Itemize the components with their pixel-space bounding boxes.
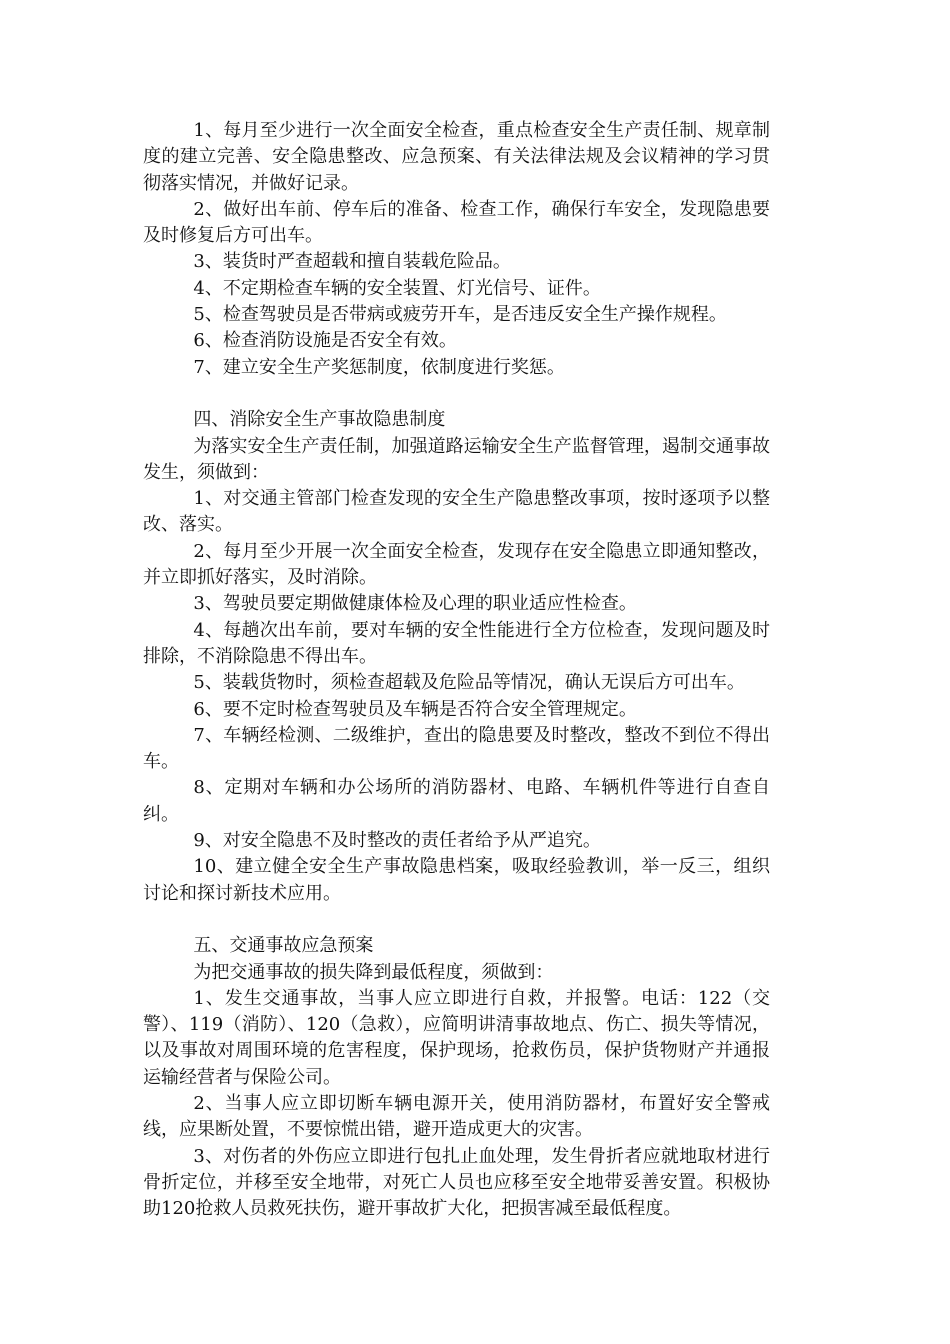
- section3-item-1: 1、每月至少进行一次全面安全检查，重点检查安全生产责任制、规章制度的建立完善、安全隐患整改、应急预案、有关法律法规及会议精神的学习贯彻落实情况，并做好记录。: [143, 120, 770, 194]
- section3-item-3: 3、装货时严查超载和擅自装载危险品。: [193, 251, 511, 273]
- section4-item-9: 9、对安全隐患不及时整改的责任者给予从严追究。: [193, 830, 601, 852]
- section5-intro: 为把交通事故的损失降到最低程度，须做到：: [193, 961, 554, 983]
- section5-heading: 五、交通事故应急预案: [193, 935, 374, 957]
- section3-item-2: 2、做好出车前、停车后的准备、检查工作，确保行车安全，发现隐患要及时修复后方可出车。: [143, 198, 770, 247]
- section3-item-5: 5、检查驾驶员是否带病或疲劳开车，是否违反安全生产操作规程。: [193, 304, 727, 326]
- section4-item-1: 1、对交通主管部门检查发现的安全生产隐患整改事项，按时逐项予以整改、落实。: [143, 488, 770, 536]
- document-body: [143, 118, 770, 1222]
- section5-item-1: 1、发生交通事故，当事人应立即进行自救，并报警。电话：122（交警）、119（消防）、120（急救），应简明讲清事故地点、伤亡、损失等情况，以及事故对周围环境的危害程度，保护现场，抢救伤员，保护货物财产并通报运输经营者与保险公司。: [143, 987, 770, 1088]
- section4-item-3: 3、驾驶员要定期做健康体检及心理的职业适应性检查。: [193, 593, 637, 615]
- section4-item-8: 8、定期对车辆和办公场所的消防器材、电路、车辆机件等进行自查自纠。: [143, 777, 770, 825]
- section4-intro: 为落实安全生产责任制，加强道路运输安全生产监督管理，遏制交通事故发生，须做到：: [143, 435, 770, 483]
- section-spacer: [143, 381, 770, 407]
- section4-item-7: 7、车辆经检测、二级维护，查出的隐患要及时整改，整改不到位不得出车。: [143, 724, 770, 773]
- section3-item-7: 7、建立安全生产奖惩制度，依制度进行奖惩。: [193, 356, 565, 378]
- section5-item-3: 3、对伤者的外伤应立即进行包扎止血处理，发生骨折者应就地取材进行骨折定位，并移至安全地带，对死亡人员也应移至安全地带妥善安置。积极协助120抢救人员救死扶伤，避开事故扩大化，把损害减至最低程度。: [143, 1145, 770, 1220]
- section5-item-2: 2、当事人应立即切断车辆电源开关，使用消防器材，布置好安全警戒线，应果断处置，不要惊慌出错，避开造成更大的灾害。: [143, 1092, 770, 1141]
- section4-heading: 四、消除安全生产事故隐患制度: [193, 409, 446, 431]
- section4-item-6: 6、要不定时检查驾驶员及车辆是否符合安全管理规定。: [193, 698, 637, 720]
- section4-item-4: 4、每趟次出车前，要对车辆的安全性能进行全方位检查，发现问题及时排除，不消除隐患不得出车。: [143, 619, 770, 667]
- section4-item-10: 10、建立健全安全生产事故隐患档案，吸取经验教训，举一反三，组织讨论和探讨新技术应用。: [143, 856, 770, 904]
- section3-item-4: 4、不定期检查车辆的安全装置、灯光信号、证件。: [193, 277, 601, 299]
- section4-item-2: 2、每月至少开展一次全面安全检查，发现存在安全隐患立即通知整改，并立即抓好落实，及时消除。: [143, 540, 770, 589]
- section-spacer: [143, 907, 770, 933]
- section3-item-6: 6、检查消防设施是否安全有效。: [193, 330, 457, 352]
- section4-item-5: 5、装载货物时，须检查超载及危险品等情况，确认无误后方可出车。: [193, 672, 745, 694]
